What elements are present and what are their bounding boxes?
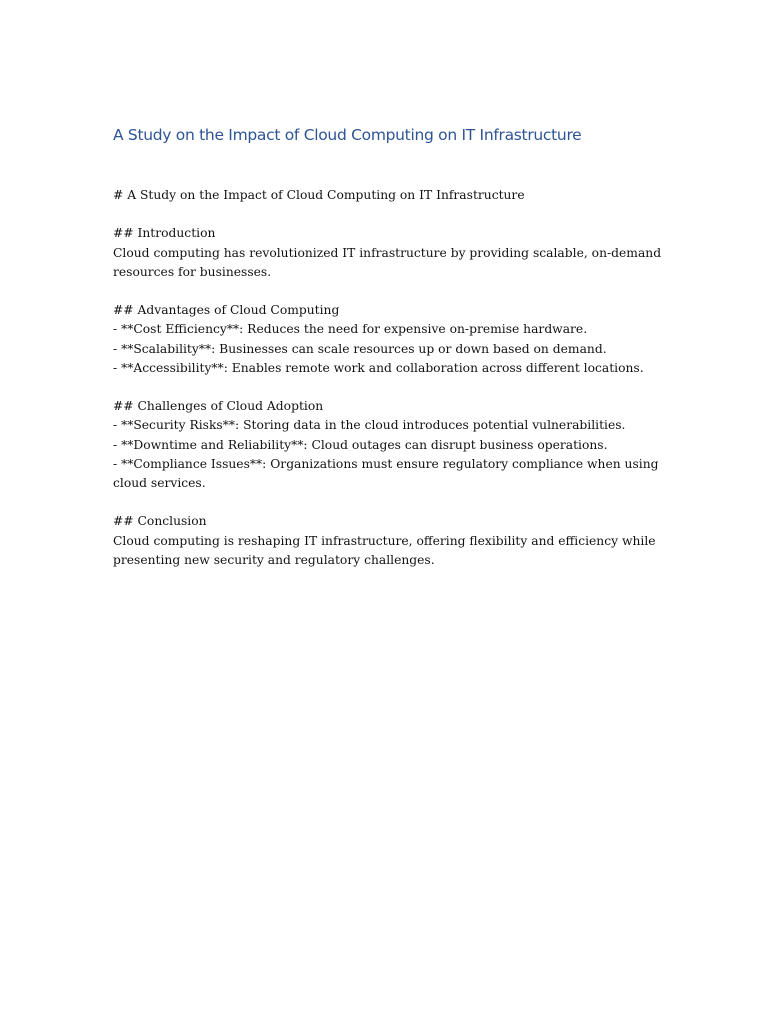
list-item: - **Security Risks**: Storing data in the cloud introduces potential vulnerabilities. <box>113 418 626 433</box>
list-item: - **Downtime and Reliability**: Cloud outages can disrupt business operations. <box>113 437 608 452</box>
list-item: - **Cost Efficiency**: Reduces the need for expensive on-premise hardware. <box>113 322 588 337</box>
blank-line <box>113 378 673 397</box>
body-line: Cloud computing has revolutionized IT infrastructure by providing scalable, on-demand <box>113 245 662 260</box>
list-item: - **Scalability**: Businesses can scale resources up or down based on demand. <box>113 341 607 356</box>
section-heading-advantages: ## Advantages of Cloud Computing <box>113 303 340 318</box>
list-item: - **Compliance Issues**: Organizations must ensure regulatory compliance when using <box>113 456 659 471</box>
list-item: - **Accessibility**: Enables remote work and collaboration across different locations. <box>113 360 644 375</box>
section-heading-conclusion: ## Conclusion <box>113 514 207 529</box>
document-body <box>113 186 673 570</box>
blank-line <box>113 282 673 301</box>
blank-line <box>113 493 673 512</box>
list-item-continuation: cloud services. <box>113 476 206 490</box>
document-title: A Study on the Impact of Cloud Computing on IT Infrastructure <box>113 126 582 144</box>
body-line: Cloud computing is reshaping IT infrastructure, offering flexibility and efficiency while <box>113 533 656 548</box>
body-line: presenting new security and regulatory challenges. <box>113 552 435 567</box>
section-heading-introduction: ## Introduction <box>113 226 216 241</box>
body-line-heading: # A Study on the Impact of Cloud Computing on IT Infrastructure <box>113 188 525 202</box>
body-line: resources for businesses. <box>113 264 272 279</box>
blank-line <box>113 205 673 224</box>
section-heading-challenges: ## Challenges of Cloud Adoption <box>113 399 324 414</box>
